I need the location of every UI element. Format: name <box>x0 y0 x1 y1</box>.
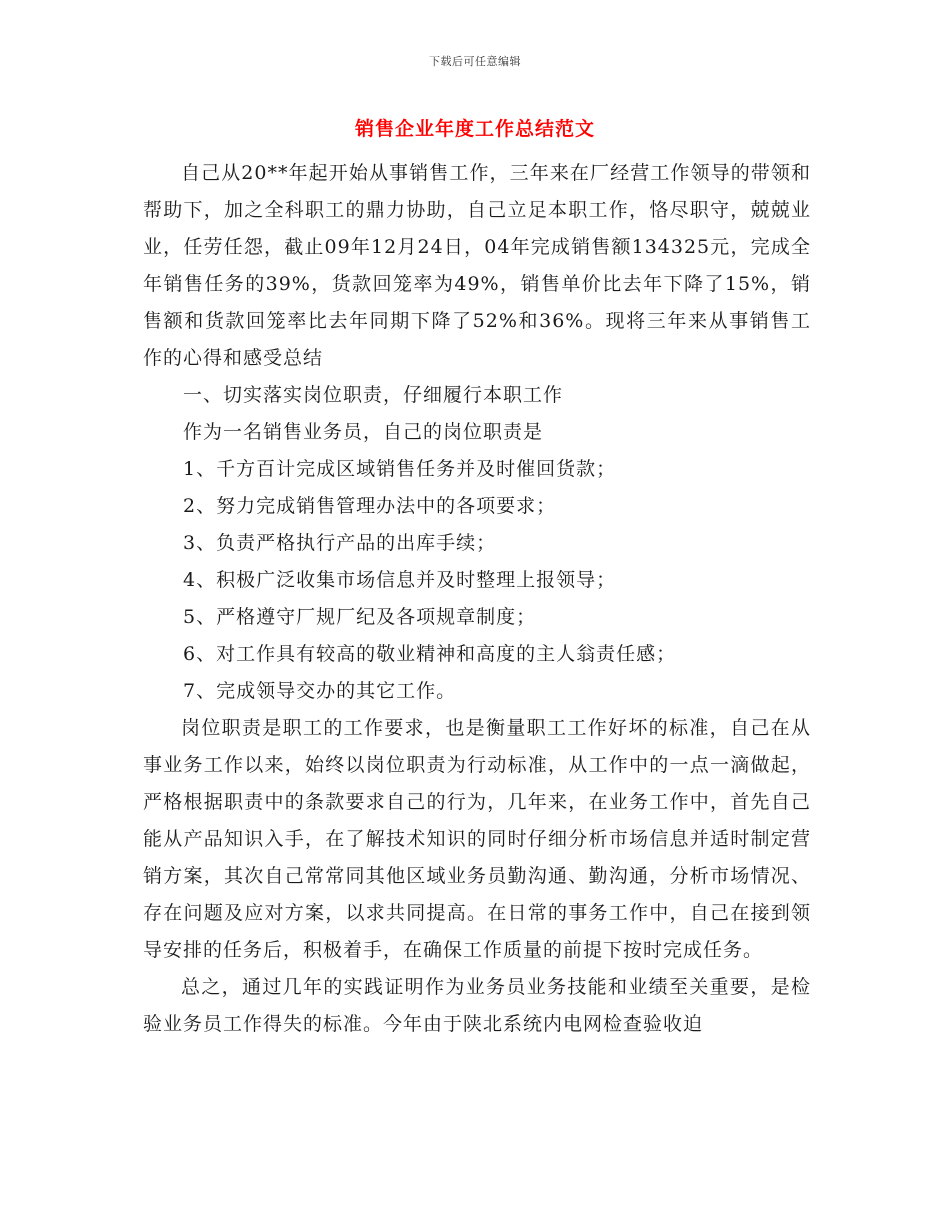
duty-item: 7、完成领导交办的其它工作。 <box>183 680 457 702</box>
paragraph-summary: 总之，通过几年的实践证明作为业务员业务技能和业绩至关重要，是检验业务员工作得失的标准。今年由于陕北系统内电网检查验收迫 <box>143 976 811 1035</box>
paragraph-responsibility: 岗位职责是职工的工作要求，也是衡量职工工作好坏的标准，自己在从事业务工作以来，始终以岗位职责为行动标准，从工作中的一点一滴做起，严格根据职责中的条款要求自己的行为，几年来，在业务工作中，首先自己能从产品知识入手，在了解技术知识的同时仔细分析市场信息并适时制定营销方案，其次自己常常同其他区域业务员勤沟通、勤沟通，分析市场情况、存在问题及应对方案，以求共同提高。在日常的事务工作中，自己在接到领导安排的任务后，积极着手，在确保工作质量的前提下按时完成任务。 <box>143 717 811 961</box>
document-title: 销售企业年度工作总结范文 <box>354 118 595 140</box>
duty-item: 6、对工作具有较高的敬业精神和高度的主人翁责任感； <box>183 643 677 665</box>
duty-item: 5、严格遵守厂规厂纪及各项规章制度； <box>183 606 537 628</box>
duties-intro: 作为一名销售业务员，自己的岗位职责是 <box>183 421 544 443</box>
duty-item: 2、努力完成销售管理办法中的各项要求； <box>183 495 557 517</box>
duty-item: 3、负责严格执行产品的出库手续； <box>183 532 497 554</box>
document-body <box>143 155 811 1043</box>
duty-item: 1、千方百计完成区域销售任务并及时催回货款； <box>183 458 617 480</box>
paragraph-intro: 自己从20**年起开始从事销售工作，三年来在厂经营工作领导的带领和帮助下，加之全科职工的鼎力协助，自己立足本职工作，恪尽职守，兢兢业业，任劳任怨，截止09年12月24日，04年完成销售额134325元，完成全年销售任务的39%，货款回笼率为49%，销售单价比去年下降了15%，销售额和货款回笼率比去年同期下降了52%和36%。现将三年来从事销售工作的心得和感受总结 <box>143 162 811 369</box>
duty-item: 4、积极广泛收集市场信息并及时整理上报领导； <box>183 569 617 591</box>
section-heading: 一、切实落实岗位职责，仔细履行本职工作 <box>183 384 564 406</box>
header-note: 下载后可任意编辑 <box>429 55 521 68</box>
